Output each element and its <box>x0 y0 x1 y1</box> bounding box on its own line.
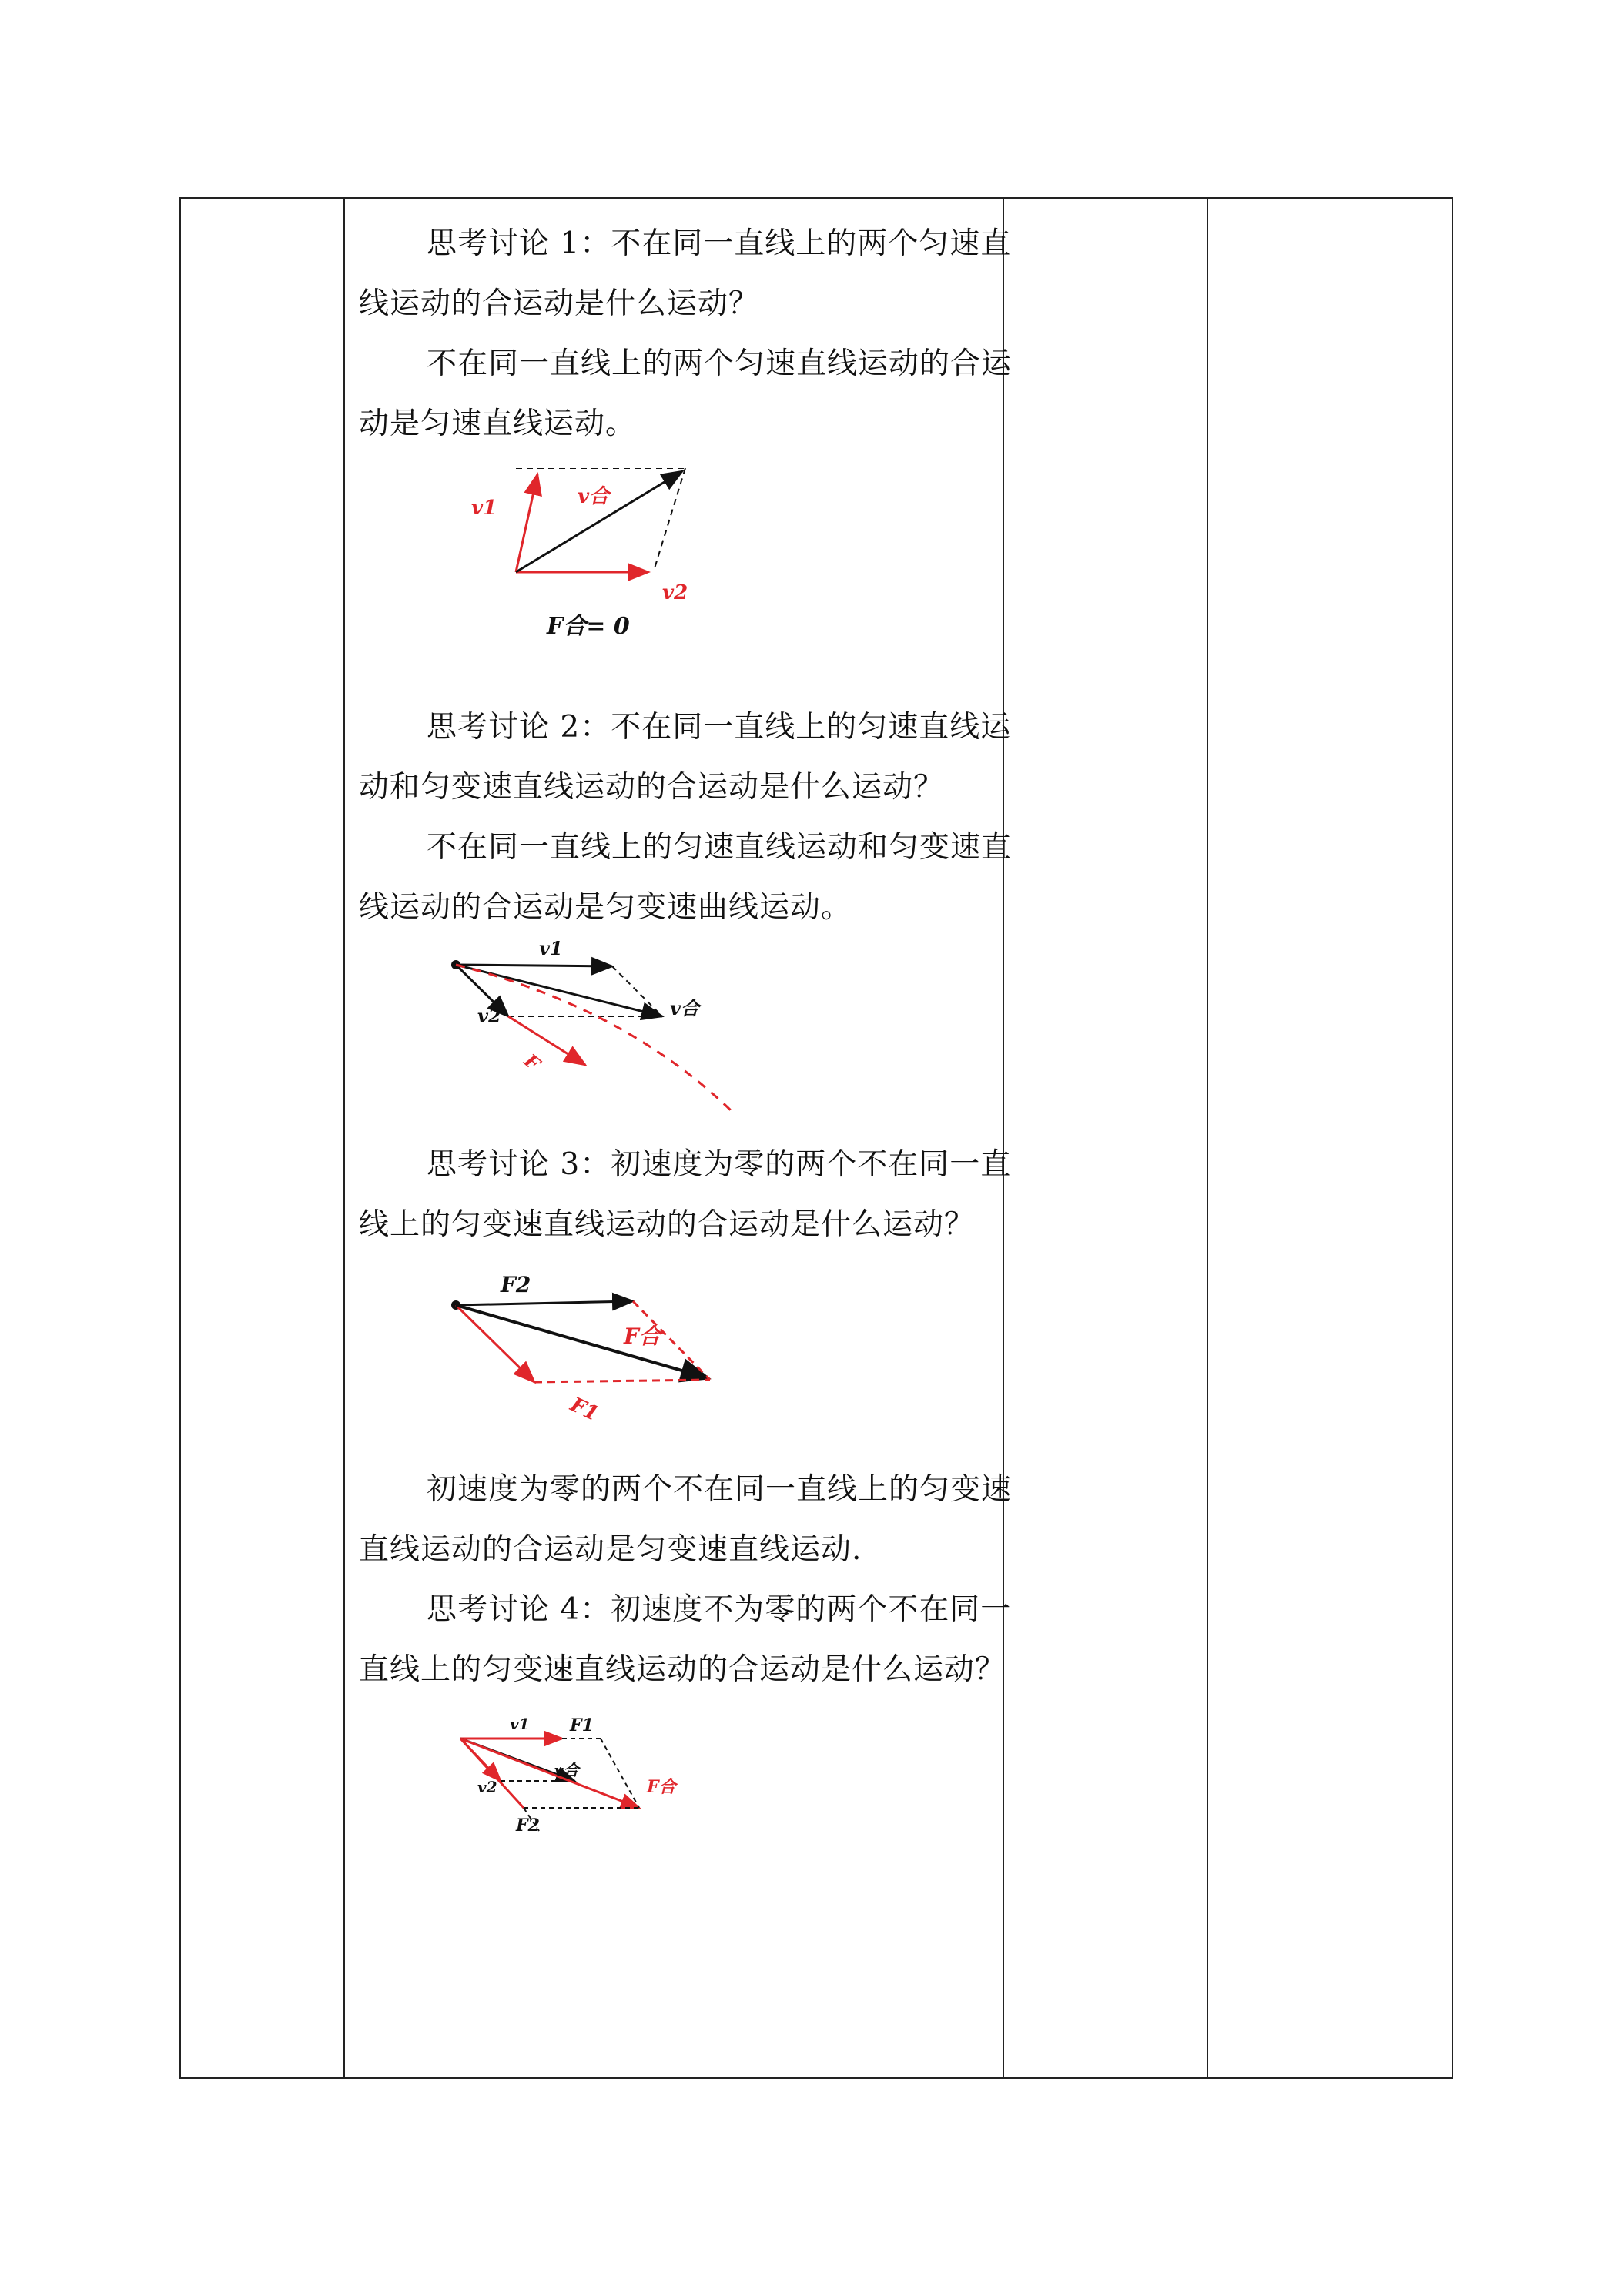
figure-4-velocity-force <box>424 1708 701 1854</box>
f2-label: F2 <box>516 1816 540 1836</box>
discussion-4-question: 思考讨论 4：初速度不为零的两个不在同一直线上的匀变速直线运动的合运动是什么运动？ <box>359 1592 1012 1687</box>
f2-arrow <box>456 1301 633 1305</box>
f1-label: F1 <box>566 1393 602 1427</box>
v1-label: v1 <box>471 497 497 520</box>
v2-label: v2 <box>477 1005 501 1027</box>
dashed-edge <box>601 1739 639 1808</box>
f2-label: F2 <box>501 1272 531 1297</box>
figure-3-force-parallelogram <box>424 1263 770 1440</box>
trajectory-curve <box>456 965 732 1111</box>
v2-label: v2 <box>662 581 688 604</box>
column-divider <box>343 199 345 2077</box>
v1-label: v1 <box>510 1715 530 1733</box>
force-arrow <box>508 1016 585 1065</box>
discussion-1-answer: 不在同一直线上的两个匀速直线运动的合运动是匀速直线运动。 <box>359 346 1013 441</box>
vsum-label: v合 <box>554 1761 579 1779</box>
dashed-edge <box>612 966 662 1016</box>
dashed-edge <box>655 468 685 568</box>
v1-label: v1 <box>539 938 563 959</box>
force-label: F合= 0 <box>547 613 630 640</box>
discussion-1-question: 思考讨论 1：不在同一直线上的两个匀速直线运动的合运动是什么运动？ <box>359 226 1012 321</box>
fsum-label: F合 <box>647 1777 676 1797</box>
discussion-2-question: 思考讨论 2：不在同一直线上的匀速直线运动和匀变速直线运动的合运动是什么运动？ <box>359 710 1012 805</box>
dashed-edge <box>534 1380 710 1382</box>
force-label: F <box>520 1049 544 1075</box>
f1-label: F1 <box>570 1715 594 1735</box>
fsum-arrow <box>460 1739 639 1808</box>
discussion-3-question: 思考讨论 3：初速度为零的两个不在同一直线上的匀变速直线运动的合运动是什么运动？ <box>359 1147 1012 1242</box>
v2-label: v2 <box>477 1778 497 1796</box>
figure-4-svg <box>424 1708 701 1854</box>
v1-arrow <box>456 965 612 966</box>
vsum-label: v合 <box>670 997 699 1019</box>
figure-3-svg <box>424 1263 770 1440</box>
v1-arrow <box>516 474 537 572</box>
column-divider <box>1207 199 1208 2077</box>
f2-line <box>460 1739 524 1808</box>
discussion-column <box>359 197 1015 1854</box>
figure-2-curved-motion <box>424 938 770 1123</box>
discussion-3-answer: 初速度为零的两个不在同一直线上的匀变速直线运动的合运动是匀变速直线运动. <box>359 1472 1013 1567</box>
discussion-2-answer: 不在同一直线上的匀速直线运动和匀变速直线运动的合运动是匀变速曲线运动。 <box>359 830 1013 925</box>
figure-2-svg <box>424 938 770 1123</box>
vsum-label: v合 <box>578 485 610 508</box>
fsum-label: F合 <box>624 1324 661 1349</box>
figure-1-svg <box>424 468 770 676</box>
figure-1-velocity-parallelogram <box>424 468 770 676</box>
